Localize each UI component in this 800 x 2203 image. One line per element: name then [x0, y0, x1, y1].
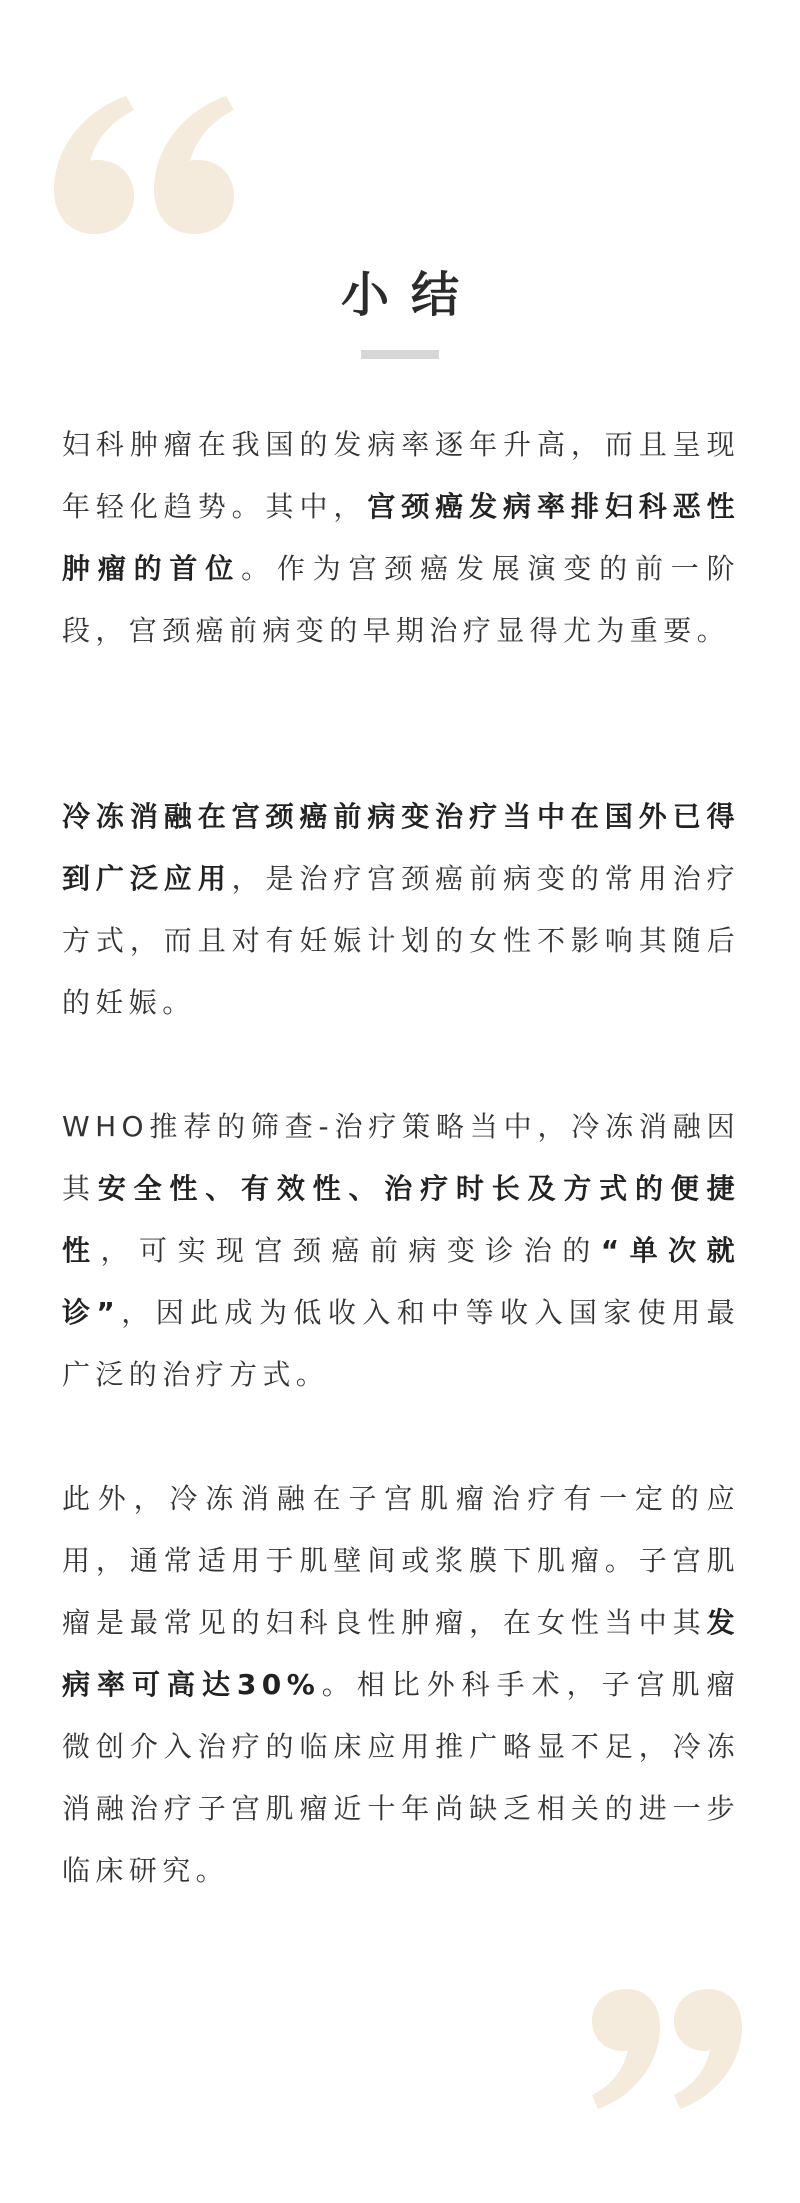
text-segment: ，因此成为低收入和中等收入国家使用最广泛的治疗方式。 — [62, 1296, 740, 1391]
text-segment: 妇科肿瘤在我国的发病率逐年升高，而且呈现年轻化趋势。其中， — [62, 428, 740, 523]
text-segment: 此外，冷冻消融在子宫肌瘤治疗有一定的应用，通常适用于肌壁间或浆膜下肌瘤。子宫肌瘤是最常见的妇科良性肿瘤，在女性当中其 — [62, 1482, 740, 1639]
bold-text-segment: 冷冻消融在宫颈癌前病变治疗当中在国外已得到广泛应用 — [62, 800, 740, 895]
open-quote-icon — [48, 88, 238, 238]
bold-text-segment: 发病率可高达30% — [62, 1606, 740, 1701]
close-quote-icon — [588, 1985, 748, 2115]
bold-text-segment: “单次就诊” — [62, 1234, 740, 1329]
text-segment: 。作为宫颈癌发展演变的前一阶段，宫颈癌前病变的早期治疗显得尤为重要。 — [62, 552, 740, 647]
paragraph-4 — [62, 1468, 740, 1902]
paragraph-3 — [62, 1096, 740, 1406]
text-segment: ，可实现宫颈癌前病变诊治的 — [100, 1234, 601, 1267]
bold-text-segment: 安全性、有效性、治疗时长及方式的便捷性 — [62, 1172, 740, 1267]
text-segment: 。相比外科手术，子宫肌瘤微创介入治疗的临床应用推广略显不足，冷冻消融治疗子宫肌瘤近十年尚缺乏相关的进一步临床研究。 — [62, 1668, 740, 1887]
bold-text-segment: 宫颈癌发病率排妇科恶性肿瘤的首位 — [62, 490, 741, 585]
paragraph-2 — [62, 786, 740, 1034]
page-title: 小结 — [340, 267, 481, 323]
title-underline — [361, 350, 439, 359]
text-segment: WHO推荐的筛查-治疗策略当中，冷冻消融因其 — [62, 1110, 740, 1205]
text-segment: ，是治疗宫颈癌前病变的常用治疗方式，而且对有妊娠计划的女性不影响其随后的妊娠。 — [62, 862, 740, 1019]
paragraph-1 — [62, 414, 740, 662]
